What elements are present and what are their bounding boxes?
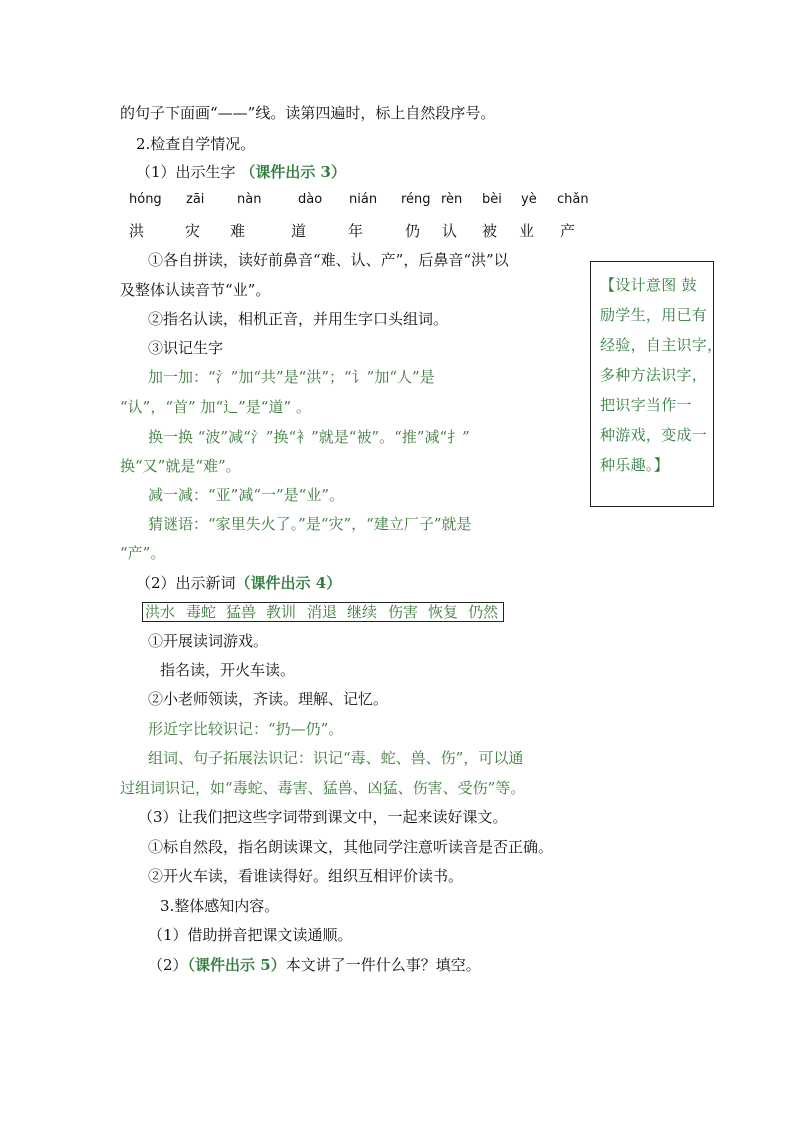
word: 洪水 xyxy=(145,603,176,621)
hanzi: 被 xyxy=(482,222,498,240)
pinyin: bèi xyxy=(482,192,502,207)
hanzi: 道 xyxy=(291,222,307,240)
section-heading: 3.整体感知内容。 xyxy=(160,897,280,915)
text-line xyxy=(136,162,346,182)
word: 毒蛇 xyxy=(186,603,217,621)
text-line: ②开火车读，看谁读得好。组织互相评价读书。 xyxy=(148,867,464,885)
word: 猛兽 xyxy=(226,603,257,621)
note-line: 经验，自主识字， xyxy=(600,336,723,354)
text-line: 形近字比较识记：“扔—仍”。 xyxy=(148,720,344,738)
design-intent-note xyxy=(590,261,723,507)
pinyin: zāi xyxy=(186,192,205,207)
hanzi: 认 xyxy=(442,222,458,240)
text-line: 猜谜语：“家里失火了。”是“灾”，“建立厂子”就是 xyxy=(148,515,472,533)
word: 恢复 xyxy=(428,603,459,621)
pinyin: rèn xyxy=(441,192,463,207)
courseware-tag: （课件出示 4） xyxy=(235,574,342,592)
note-line: 【设计意图 鼓 xyxy=(600,276,697,294)
pinyin: nián xyxy=(349,192,378,207)
text-line: ②小老师领读，齐读。理解、记忆。 xyxy=(148,690,389,708)
text-line xyxy=(148,955,481,975)
pinyin: yè xyxy=(521,192,537,207)
note-line: 把识字当作一 xyxy=(600,396,692,414)
text-line: 减一减：“亚”减“一”是“业”。 xyxy=(148,486,345,504)
text-line: 组词、句子拓展法识记：识记“毒、蛇、兽、伤”，可以通 xyxy=(148,749,524,767)
hanzi: 灾 xyxy=(185,222,201,240)
step-label: （2）出示新词 xyxy=(136,574,236,592)
word: 伤害 xyxy=(388,603,419,621)
text-line: （3）让我们把这些字词带到课文中，一起来读好课文。 xyxy=(138,808,508,826)
word: 教训 xyxy=(266,603,297,621)
text-line: 加一加：“氵”加“共”是“洪”；“讠”加“人”是 xyxy=(148,368,435,386)
text-line xyxy=(136,573,341,593)
text-line: 过组词识记，如“毒蛇、毒害、猛兽、凶猛、伤害、受伤”等。 xyxy=(120,779,526,797)
text-line: 换一换 “波”减“氵”换“衤”就是“被”。“推”减“扌” xyxy=(148,428,470,446)
note-line: 种乐趣。】 xyxy=(600,456,670,474)
section-heading: 2.检查自学情况。 xyxy=(136,135,256,153)
text-line: 的句子下面画“——”线。读第四遍时，标上自然段序号。 xyxy=(120,104,496,122)
hanzi: 产 xyxy=(560,222,576,240)
hanzi: 业 xyxy=(519,222,535,240)
text-line: （1）借助拼音把课文读通顺。 xyxy=(148,926,353,944)
word: 消退 xyxy=(307,603,338,621)
pinyin: nàn xyxy=(237,192,262,207)
text-line: ①各自拼读，读好前鼻音“难、认、产”，后鼻音“洪”以 xyxy=(148,251,509,269)
step-label: （1）出示生字 xyxy=(136,163,241,181)
new-words-box xyxy=(142,602,504,622)
text-line: 指名读，开火车读。 xyxy=(160,661,296,679)
text-line: “产”。 xyxy=(120,544,166,562)
text-line: “认”，“首” 加“辶”是“道” 。 xyxy=(120,398,311,416)
text-line: ②指名认读，相机正音，并用生字口头组词。 xyxy=(148,310,449,328)
text-line: ①开展读词游戏。 xyxy=(148,632,269,650)
courseware-tag: （课件出示 5） xyxy=(187,956,286,974)
note-line: 种游戏，变成一 xyxy=(600,426,708,444)
pinyin: réng xyxy=(401,192,431,207)
text-line: 换“又”就是“难”。 xyxy=(120,457,241,475)
text-line: 及整体认读音节“业”。 xyxy=(120,281,271,299)
question-text: 本文讲了一件什么事？填空。 xyxy=(285,956,481,974)
pinyin: chǎn xyxy=(557,192,589,207)
pinyin: hóng xyxy=(129,192,162,207)
hanzi: 年 xyxy=(348,222,364,240)
hanzi: 仍 xyxy=(405,222,421,240)
note-line: 多种方法识字， xyxy=(600,366,708,384)
text-line: ①标自然段，指名朗读课文，其他同学注意听读音是否正确。 xyxy=(148,838,554,856)
note-line: 励学生，用已有 xyxy=(600,306,708,324)
word: 继续 xyxy=(347,603,378,621)
hanzi: 难 xyxy=(230,222,246,240)
pinyin: dào xyxy=(298,192,323,207)
step-label: （2） xyxy=(148,956,188,974)
hanzi: 洪 xyxy=(129,222,145,240)
word: 仍然 xyxy=(468,603,499,621)
courseware-tag: （课件出示 3） xyxy=(240,163,346,181)
text-line: ③识记生字 xyxy=(148,339,224,357)
